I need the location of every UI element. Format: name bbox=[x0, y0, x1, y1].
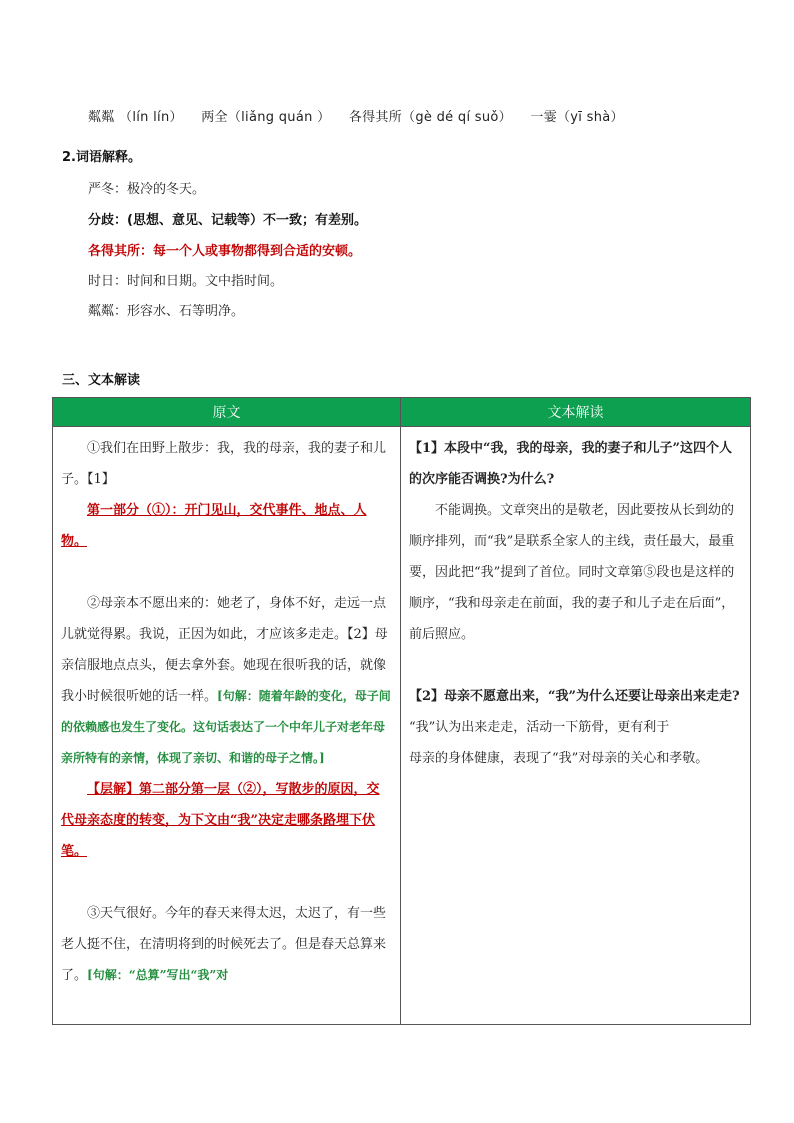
answer-2-line-1: “我”认为出来走走，活动一下筋骨，更有利于 bbox=[409, 720, 670, 735]
definition-gedeqisuo: 各得其所：每一个人或事物都得到合适的安顿。 bbox=[88, 244, 362, 259]
section3-title: 三、文本解读 bbox=[62, 373, 141, 388]
question-2: 【2】母亲不愿意出来，“我”为什么还要让母亲出来走走? bbox=[409, 689, 740, 704]
pinyin-linlin: 粼粼 （lín lín） bbox=[88, 110, 183, 125]
paragraph-3-text: ③天气很好。今年的春天来得太迟，太迟了，有一些老人挺不住，在清明将到的时候死去了。但是春天总算来了。 bbox=[61, 906, 387, 983]
paragraph-2-text: ②母亲本不愿出来的：她老了，身体不好，走远一点儿就觉得累。我说，正因为如此，才应该多走走。【2】母亲信服地点点头，便去拿外套。她现在很听我的话，就像我小时候很听她的话一样。 bbox=[61, 596, 388, 704]
paragraph-3-note: [句解：“总算”写出“我”对 bbox=[87, 968, 229, 982]
pinyin-yisha: 一霎（yī shà） bbox=[530, 110, 624, 125]
definition-fenqi: 分歧：(思想、意见、记载等）不一致；有差别。 bbox=[88, 213, 367, 228]
definition-shiri: 时日：时间和日期。文中指时间。 bbox=[88, 274, 284, 289]
paragraph-2 bbox=[61, 588, 392, 774]
reading-table bbox=[52, 397, 751, 1025]
paragraph-1: ①我们在田野上散步：我，我的母亲，我的妻子和儿子。【1】 bbox=[61, 441, 387, 487]
header-text-analysis: 文本解读 bbox=[401, 398, 751, 427]
pinyin-liangquan: 两全（liǎng quán ） bbox=[201, 110, 331, 125]
paragraph-2-note: [句解：随着年龄的变化，母子间的依赖感也发生了变化。这句话表达了一个中年儿子对老年母亲所特有的亲情，体现了亲切、和谐的母子之情。] bbox=[61, 689, 391, 765]
answer-1: 不能调换。文章突出的是敬老，因此要按从长到幼的顺序排列，而“我”是联系全家人的主线，责任最大，最重要，因此把“我”提到了首位。同时文章第⑤段也是这样的顺序，“我和母亲走在前面，我的妻子和儿子走在后面”，前后照应。 bbox=[409, 503, 735, 642]
analysis-cell bbox=[401, 427, 751, 1025]
layer-label: 【层解】 bbox=[87, 782, 140, 797]
header-original-text: 原文 bbox=[53, 398, 401, 427]
question-1: 【1】本段中“我，我的母亲，我的妻子和儿子”这四个人的次序能否调换?为什么? bbox=[409, 441, 733, 487]
layer-text: 第二部分第一层（②），写散步的原因，交代母亲态度的转变，为下文由“我”决定走哪条路埋下伏笔。 bbox=[61, 782, 380, 859]
section2-title: 2.词语解释。 bbox=[62, 150, 141, 165]
paragraph-1-note: 第一部分（①）：开门见山，交代事件、地点、人物。 bbox=[61, 503, 367, 549]
answer-2-line-2: 母亲的身体健康，表现了“我”对母亲的关心和孝敬。 bbox=[409, 751, 709, 766]
original-text-cell bbox=[53, 427, 401, 1025]
definition-linlin: 粼粼：形容水、石等明净。 bbox=[88, 304, 245, 319]
definition-yandong: 严冬：极冷的冬天。 bbox=[88, 182, 206, 197]
pinyin-gedeqisuo: 各得其所（gè dé qí suǒ） bbox=[348, 110, 512, 125]
paragraph-2-layer-note bbox=[61, 774, 392, 867]
pinyin-line bbox=[88, 106, 638, 125]
paragraph-3 bbox=[61, 898, 392, 991]
